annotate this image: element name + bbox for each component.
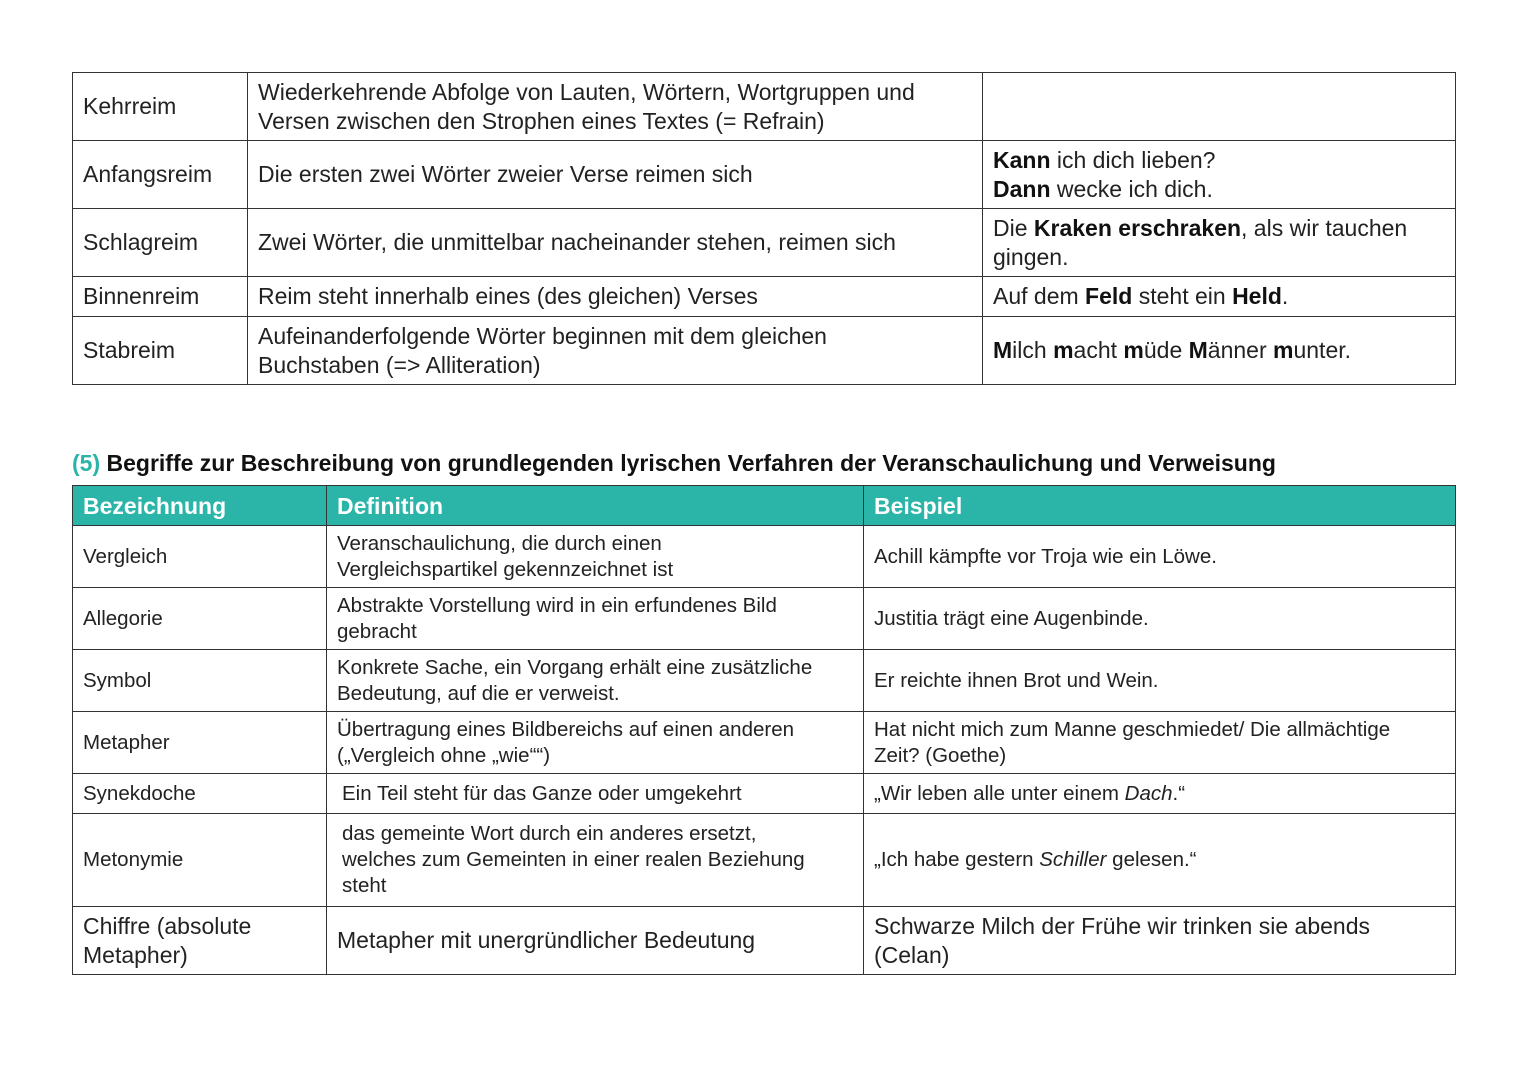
definition-cell: Reim steht innerhalb eines (des gleichen) Verses [248, 277, 983, 317]
table-row [73, 774, 1456, 814]
table-row [73, 814, 1456, 907]
term-cell: Synekdoche [73, 774, 327, 814]
table-header-row [73, 486, 1456, 526]
definition-cell: Aufeinanderfolgende Wörter beginnen mit dem gleichen Buchstaben (=> Alliteration) [248, 317, 983, 385]
term-cell: Symbol [73, 650, 327, 712]
section-heading [72, 450, 1472, 477]
example-cell: Schwarze Milch der Frühe wir trinken sie abends (Celan) [864, 907, 1456, 975]
table-row [73, 141, 1456, 209]
table-row [73, 588, 1456, 650]
table-row [73, 907, 1456, 975]
example-cell: Justitia trägt eine Augenbinde. [864, 588, 1456, 650]
term-cell: Metapher [73, 712, 327, 774]
definition-cell: Die ersten zwei Wörter zweier Verse reimen sich [248, 141, 983, 209]
figures-table [72, 485, 1456, 975]
definition-cell: Zwei Wörter, die unmittelbar nacheinander stehen, reimen sich [248, 209, 983, 277]
example-cell [983, 73, 1456, 141]
example-cell: Hat nicht mich zum Manne geschmiedet/ Die allmächtige Zeit? (Goethe) [864, 712, 1456, 774]
column-header-term: Bezeichnung [73, 486, 327, 526]
definition-cell: Veranschaulichung, die durch einen Vergleichspartikel gekennzeichnet ist [327, 526, 864, 588]
example-cell: „Wir leben alle unter einem Dach.“ [864, 774, 1456, 814]
example-cell: Auf dem Feld steht ein Held. [983, 277, 1456, 317]
term-cell: Allegorie [73, 588, 327, 650]
term-cell: Schlagreim [73, 209, 248, 277]
table-row [73, 73, 1456, 141]
table-row [73, 317, 1456, 385]
definition-cell: Abstrakte Vorstellung wird in ein erfundenes Bild gebracht [327, 588, 864, 650]
example-cell: Milch macht müde Männer munter. [983, 317, 1456, 385]
table-row [73, 526, 1456, 588]
example-cell: Kann ich dich lieben? Dann wecke ich dich. [983, 141, 1456, 209]
column-header-example: Beispiel [864, 486, 1456, 526]
table-row [73, 209, 1456, 277]
example-cell: Achill kämpfte vor Troja wie ein Löwe. [864, 526, 1456, 588]
rhyme-table [72, 72, 1456, 385]
example-cell: Er reichte ihnen Brot und Wein. [864, 650, 1456, 712]
definition-cell: Ein Teil steht für das Ganze oder umgekehrt [327, 774, 864, 814]
definition-cell: Konkrete Sache, ein Vorgang erhält eine zusätzliche Bedeutung, auf die er verweist. [327, 650, 864, 712]
term-cell: Chiffre (absolute Metapher) [73, 907, 327, 975]
term-cell: Anfangsreim [73, 141, 248, 209]
example-cell: Die Kraken erschraken, als wir tauchen gingen. [983, 209, 1456, 277]
definition-cell: das gemeinte Wort durch ein anderes ersetzt, welches zum Gemeinten in einer realen Beziehung steht [327, 814, 864, 907]
term-cell: Vergleich [73, 526, 327, 588]
table-row [73, 712, 1456, 774]
example-cell: „Ich habe gestern Schiller gelesen.“ [864, 814, 1456, 907]
section-number: (5) [72, 450, 101, 476]
term-cell: Binnenreim [73, 277, 248, 317]
column-header-definition: Definition [327, 486, 864, 526]
term-cell: Metonymie [73, 814, 327, 907]
term-cell: Stabreim [73, 317, 248, 385]
definition-cell: Metapher mit unergründlicher Bedeutung [327, 907, 864, 975]
table-row [73, 277, 1456, 317]
definition-cell: Übertragung eines Bildbereichs auf einen anderen („Vergleich ohne „wie““) [327, 712, 864, 774]
definition-cell: Wiederkehrende Abfolge von Lauten, Wörtern, Wortgruppen und Versen zwischen den Strophen eines Textes (= Refrain) [248, 73, 983, 141]
table-row [73, 650, 1456, 712]
section-title: Begriffe zur Beschreibung von grundlegenden lyrischen Verfahren der Veranschaulichung und Verweisung [100, 450, 1276, 476]
term-cell: Kehrreim [73, 73, 248, 141]
